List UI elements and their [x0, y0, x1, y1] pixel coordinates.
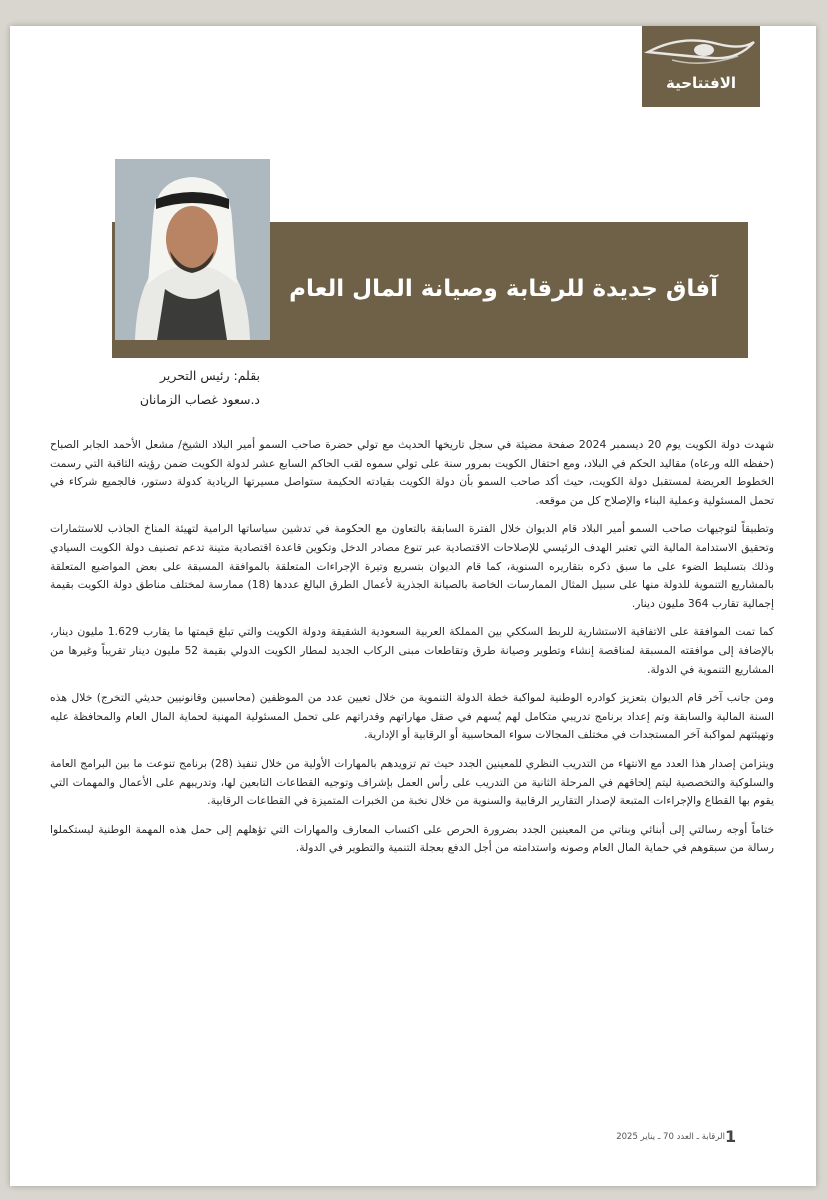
eye-logo-icon [642, 30, 760, 70]
paragraph: وتطبيقاً لتوجيهات صاحب السمو أمير البلاد قام الديوان خلال الفترة السابقة بالتعاون مع الحكومة في تدشين سياساتها الرامية لتهيئة المناخ الجاذب للاستثمارات وتحقيق الاستدامة المالية التي تعتبر الهدف الرئيسي للإصلاحات الاقتصادية عبر تنوع مصادر الدخل وتكوين قاعدة اقتصادية متينة تدعم تصنيف دولة الكويت السيادي وذلك بتسليط الضوء على ما سبق ذكره بتقاريره السنوية، كما قام الديوان بتسريع وتيرة الإجراءات المتعلقة بالموافقة المسبقة على بعض المواضيع المتعلقة بالمشاريع التنموية للدولة منها على سبيل المثال الممارسات الخاصة بالصيانة الجذرية لأعمال الطرق البالغ عددها (18) ممارسة لمختلف مناطق دولة الكويت بقيمة إجمالية تقارب 364 مليون دينار. [50, 522, 774, 610]
section-label: الافتتاحية [665, 74, 737, 92]
paragraph: شهدت دولة الكويت يوم 20 ديسمبر 2024 صفحة مضيئة في سجل تاريخها الحديث مع تولي حضرة صاحب السمو أمير البلاد الشيخ/ مشعل الأحمد الجابر الصباح (حفظه الله ورعاه) مقاليد الحكم في البلاد، ومع احتفال الكويت بمرور سنة على تولي سموه لقب الحاكم السابع عشر لدولة الكويت ضمن رؤيته الثاقبة التي رسمت الخطوط العريضة لمستقبل دولة الكويت، حيث أكد صاحب السمو بأن دولة الكويت بقيادته الحكيمة ستواصل مسيرتها الريادية كدولة دستور، فالجميع شركاء في تحمل المسئولية وعملية البناء والإصلاح كل من موقعه. [50, 438, 774, 507]
paragraph: كما تمت الموافقة على الاتفاقية الاستشارية للربط السككي بين المملكة العربية السعودية الشقيقة ودولة الكويت والتي تبلغ قيمتها ما يقارب 1.629 مليون دينار، بالإضافة إلى موافقته المسبقة لمناقصة إنشاء وتطوير وصيانة طرق وتقاطعات مبنى الركاب الجديد لمطار الكويت الدولي بقيمة 52 مليون دينار تقريباً وغيرها من المشاريع التنموية في الدولة. [50, 625, 775, 676]
paragraph: ختاماً أوجه رسالتي إلى أبنائي وبناتي من المعينين الجدد بضرورة الحرص على اكتساب المعارف والمهارات التي تؤهلهم إلى حمل هذه المهمة الوطنية ليستكملوا رسالة من سبقوهم في حماية المال العام وصونه واستدامته من أجل الدفع بعجلة التنمية والتطوير في الدولة. [50, 822, 774, 855]
paragraph: ويتزامن إصدار هذا العدد مع الانتهاء من التدريب النظري للمعينين الجدد حيث تم تزويدهم بالمهارات الأولية من خلال تنفيذ (28) برنامج تنوعت ما بين البرامج العامة والسلوكية والتخصصية ليتم إلحاقهم في المرحلة الثانية من التدريب على رأس العمل بإشراف وتوجيه القطاعات التابعين لها، وتدريبهم على الأعمال والمهمات التي يقوم بها القطاع والإجراءات المتبعة لإصدار التقارير الرقابية والسنوية من خلال نخبة من الخبرات المتميزة في القطاعات الرقابية. [50, 756, 775, 808]
author-photo [115, 159, 270, 340]
section-tab [642, 26, 760, 107]
paragraph: ومن جانب آخر قام الديوان بتعزيز كوادره الوطنية لمواكبة خطة الدولة التنموية من خلال تعيين عدد من الموظفين (محاسبين وقانونيين حديثي التخرج) خلال هذه السنة المالية والسابقة وتم إعداد برنامج تدريبي متكامل لهم يُسهم في صقل مهاراتهم وقدراتهم على تحمل المسئولية المهنية لحماية المال العام والمحافظة عليه وتهيئتهم لمواكبة آخر المستجدات في مختلف المجالات سواء المحاسبية أو الرقابية أو الإدارية. [50, 691, 774, 742]
author-name: د.سعود غصاب الزمانان [139, 392, 260, 407]
issue-info: الرقابة ـ العدد 70 ـ يناير 2025 [616, 1132, 725, 1142]
page-number: 1 [725, 1127, 737, 1146]
article-body [50, 436, 774, 868]
article-title: آفاق جديدة للرقابة وصيانة المال العام [289, 276, 718, 302]
magazine-page [10, 26, 816, 1186]
byline-role: بقلم: رئيس التحرير [159, 368, 260, 383]
